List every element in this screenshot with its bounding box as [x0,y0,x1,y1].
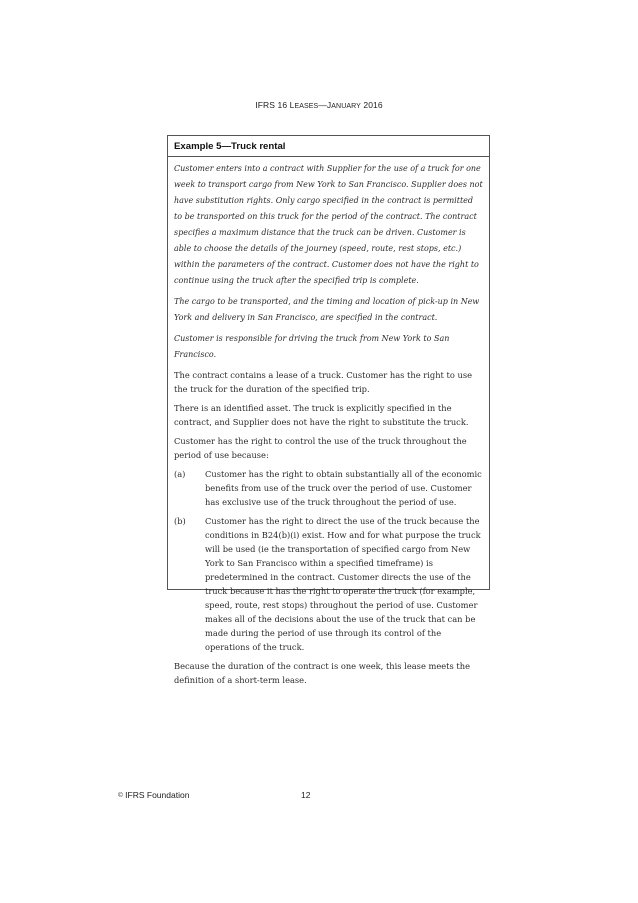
analysis-paragraph: The contract contains a lease of a truck. Customer has the right to use the truck for the duration of the specified trip. [174,370,473,394]
fact-paragraph: Customer enters into a contract with Supplier for the use of a truck for one week to transport cargo from New York to San Francisco. Supplier does not have substitution rights. Only cargo specified in the contract is permitted to be transported on this truck for the period of the contract. The contract specifies a maximum distance that the truck can be driven. Customer is able to choose the details of the journey (speed, route, rest stops, etc.) within the parameters of the contract. Customer does not have the right to continue using the truck after the specified trip is complete. [174,164,483,285]
fact-paragraph: The cargo to be transported, and the timing and location of pick-up in New York and delivery in San Francisco, are specified in the contract. [174,297,480,322]
list-item [174,514,483,654]
example-title: Example 5—Truck rental [168,136,489,157]
list-item-text: Customer has the right to obtain substantially all of the economic benefits from use of the truck over the period of use. Customer has exclusive use of the truck throughout the period of use. [205,469,482,507]
list-item-label: (a) [174,469,186,479]
list-item-label: (b) [174,516,186,526]
footer-copyright: © IFRS Foundation [118,790,190,800]
copyright-symbol: © [118,792,123,799]
list-item [174,467,483,509]
page-number: 12 [301,790,311,800]
conclusion-paragraph: Because the duration of the contract is one week, this lease meets the definition of a short-term lease. [174,661,470,685]
analysis-paragraph: There is an identified asset. The truck is explicitly specified in the contract, and Supplier does not have the right to substitute the truck. [174,403,469,427]
list-item-text: Customer has the right to direct the use of the truck because the conditions in B24(b)(i) exist. How and for what purpose the truck will be used (ie the transportation of specified cargo from New York to San Francisco within a specified timeframe) is predetermined in the contract. Customer directs the use of the truck because it has the right to operate the truck (for example, speed, route, rest stops) throughout the period of use. Customer makes all of the decisions about the use of the truck that can be made during the period of use through its control of the operations of the truck. [205,516,481,652]
fact-paragraph: Customer is responsible for driving the truck from New York to San Francisco. [174,334,450,359]
example-box [167,135,490,685]
example-body [168,157,489,687]
analysis-paragraph: Customer has the right to control the use of the truck throughout the period of use because: [174,436,467,460]
running-header: IFRS 16 LEASES—JANUARY 2016 [255,100,383,110]
